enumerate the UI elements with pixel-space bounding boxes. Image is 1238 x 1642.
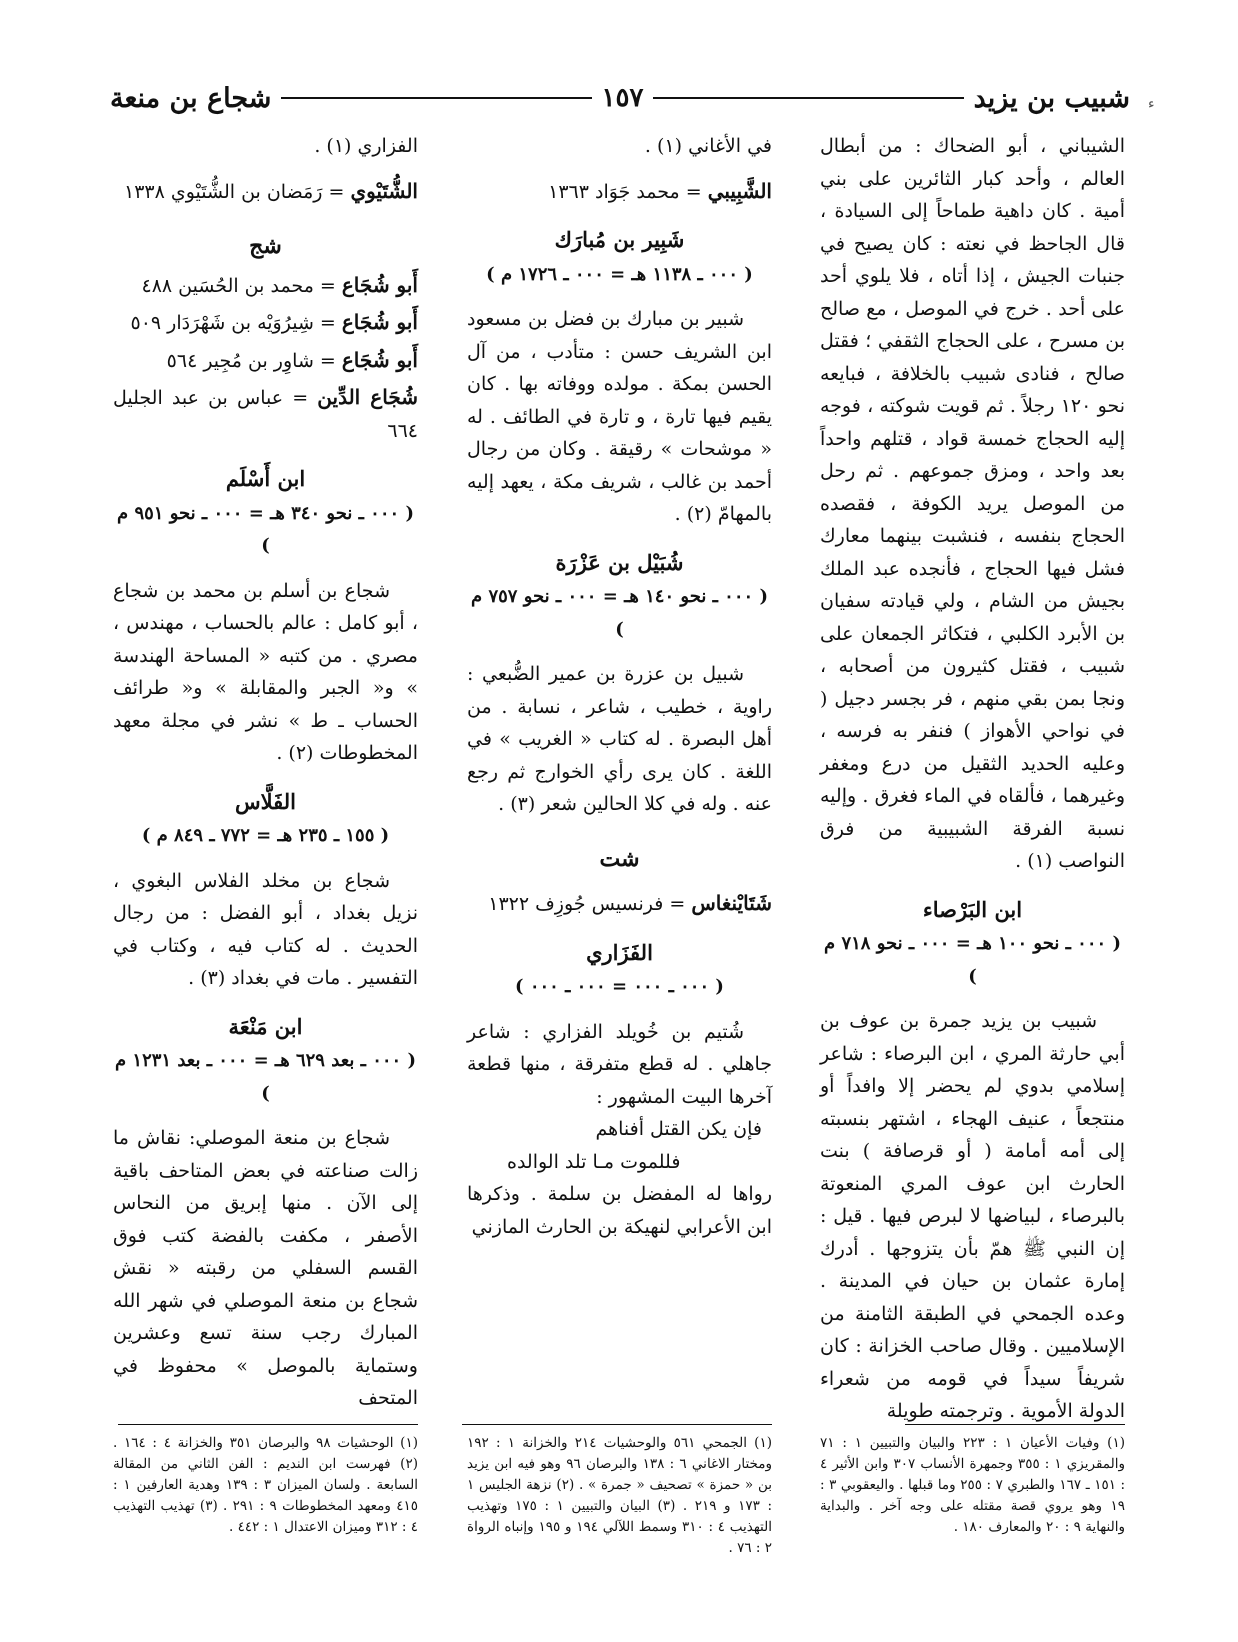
entry-text: شجاع بن أسلم بن محمد بن شجاع ، أبو كامل : عالم بالحساب ، مهندس ، مصري . من كتبه « المساحة الهندسة » و« الجبر والمقابلة » و« طرائف الحساب ـ ط » نشر في مجلة معهد المخطوطات (٢) . — [113, 579, 418, 764]
footnote-rule — [905, 1424, 1125, 1425]
header-rule-left — [281, 97, 591, 99]
cross-reference-target: = محمد بن الحُسَين ٤٨٨ — [141, 274, 342, 297]
entry-title-shabir: شَبِير بن مُبارَك — [554, 227, 685, 252]
entry-title-alfallas: الفَلَّاس — [234, 788, 297, 814]
entry-text: شُتيم بن خُويلد الفزاري : شاعر جاهلي . له قطع متفرقة ، منها قطعة آخرها البيت المشهور : — [467, 1020, 772, 1108]
entry-dates: ( ٠٠٠ ـ ٠٠٠ = ٠٠٠ ـ ٠٠٠ ) — [515, 976, 724, 997]
cross-reference — [113, 175, 418, 209]
header-right-title: شبيب بن يزيد — [973, 82, 1130, 114]
section-heading: شت — [599, 845, 640, 872]
section-heading: شج — [249, 233, 282, 259]
cross-reference-target: = شِيرُوَيْه بن شَهْرَدَار ٥٠٩ — [130, 312, 342, 334]
footnote-text: (١) وفيات الأعيان ١ : ٢٢٣ والبيان والتبيين ١ : ٧١ والمقريزي ١ : ٣٥٥ وجمهرة الأنساب ٣٠٧ وابن الأثير ٤ : ١٥١ ـ ١٦٧ والطبري ٧ : ٢٥٥ وما قبلها . واليعقوبي ٣ : ١٩ وهو يروي قصة مقتله على وجه آخر . والبداية والنهاية ٩ : ٢٠ والمعارف ١٨٠ . — [820, 1435, 1126, 1535]
verse-line-1: فإن يكن القتل أفناهم — [595, 1118, 762, 1140]
cross-reference-head: شُجَاع الدِّين — [317, 385, 418, 409]
footnote-text: (١) الوحشيات ٩٨ والبرصان ٣٥١ والخزانة ٤ : ١٦٤ . (٢) فهرست ابن النديم : الفن الثاني من المقالة السابعة . ولسان الميزان ٣ : ١٣٩ وهدية العارفين ١ : ٤١٥ ومعهد المخطوطات ٩ : ٢٩١ . (٣) تهذيب التهذيب ٤ : ٣١٢ وميزان الاعتدال ١ : ٤٤٢ . — [113, 1435, 418, 1535]
margin-mark: ء — [1148, 96, 1155, 112]
entry-title-ibn-albarsa: ابن البَرْصاء — [922, 896, 1023, 922]
entry-title-shubayl: شُبَيْل بن عَزْرَة — [555, 549, 684, 575]
entry-dates: ( ٠٠٠ ـ نحو ١٤٠ هـ = ٠٠٠ ـ نحو ٧٥٧ م ) — [471, 586, 768, 640]
cross-reference — [113, 344, 418, 378]
entry-text: شبيل بن عزرة بن عمير الضُّبعي : راوية ، خطيب ، شاعر ، نسابة . من أهل البصرة . له كتاب « الغريب » في اللغة . كان يرى رأي الخوارج ثم رجع عنه . وله في كلا الحالين شعر (٣) . — [467, 663, 772, 815]
entry-text: شبير بن مبارك بن فضل بن مسعود ابن الشريف حسن : متأدب ، من آل الحسن بمكة . مولده ووفاته بها . كان يقيم فيها تارة ، و تارة في الطائف . له « موشحات » رقيقة . وكان من رجال أحمد بن غالب ، شريف مكة ، يعهد إليه بالمهامّ (٢) . — [467, 308, 772, 525]
header-left-title: شجاع بن منعة — [110, 82, 272, 114]
continued-entry-text: في الأغاني (١) . — [644, 135, 772, 157]
cross-reference-head: أَبو شُجَاع — [341, 347, 418, 372]
entry-dates: ( ٠٠٠ ـ نحو ٣٤٠ هـ = ٠٠٠ ـ نحو ٩٥١ م ) — [117, 502, 414, 556]
entry-dates: ( ١٥٥ ـ ٢٣٥ هـ = ٧٧٢ ـ ٨٤٩ م ) — [141, 825, 390, 846]
column-left — [113, 130, 418, 1590]
cross-reference-target: = فرنسيس جُوزِف ١٣٢٢ — [488, 893, 692, 915]
verse-line-2: فللموت مـا تلد الوالده — [507, 1150, 681, 1173]
entry-dates: ( ٠٠٠ ـ ١١٣٨ هـ = ٠٠٠ ـ ١٧٢٦ م ) — [486, 263, 753, 285]
footnote-rule — [462, 1424, 772, 1425]
entry-text: شجاع بن منعة الموصلي: نقاش ما زالت صناعته في بعض المتاحف باقية إلى الآن . منها إبريق من النحاس الأصفر ، مكفت بالفضة كتب فوق القسم السفلي من رقبته « نقش شجاع بن منعة الموصلي في شهر الله المبارك رجب سنة تسع وعشرين وستماية بالموصل » محفوظ في المتحف — [113, 1127, 418, 1409]
cross-reference-target: = رَمَضان بن الشُّتَيْوي ١٣٣٨ — [123, 180, 351, 203]
cross-reference — [467, 887, 772, 921]
cross-reference — [113, 306, 418, 340]
continued-entry-text: الفزاري (١) . — [314, 135, 418, 157]
page-number: ١٥٧ — [601, 83, 644, 113]
entry-title-ibn-manaa: ابن مَنْعَة — [228, 1013, 303, 1039]
cross-reference-head: أَبو شُجَاع — [341, 310, 418, 334]
entry-title-ibn-aslam: ابن أَسْلَم — [225, 466, 306, 491]
entry-text: شجاع بن مخلد الفلاس البغوي ، نزيل بغداد ، أبو الفضل : من رجال الحديث . له كتاب فيه ، وكتاب في التفسير . مات في بغداد (٣) . — [113, 869, 418, 989]
continued-entry-text: الشيباني ، أبو الضحاك : من أبطال العالم ، وأحد كبار الثائرين على بني أمية . كان داهية طماحاً إلى السيادة ، قال الجاحظ في نعته : كان يصيح في جنبات الجيش ، إذا أتاه ، فلا يلوي أحد على أحد . خرج في الموصل ، مع صالح بن مسرح ، على الحجاج الثقفي ؛ فقتل صالح ، فنادى شبيب بالخلافة ، فبايعه نحو ١٢٠ رجلاً . ثم قويت شوكته ، فوجه إليه الحجاج خمسة قواد ، قتلهم واحداً بعد واحد ، ومزق جموعهم . ثم رحل من الموصل يريد الكوفة ، فقصده الحجاج بنفسه ، فنشبت بينهما معارك فشل فيها الحجاج ، فأنجده عبد الملك بجيش من الشام ، ولي قيادته سفيان بن الأبرد الكلبي ، فتكاثر الجمعان على شبيب ، فقتل كثيرون من أصحابه ، ونجا بمن بقي منهم ، فر بجسر دجيل ( في نواحي الأهواز ) فنفر به فرسه ، وعليه الحديد الثقيل من درع ومغفر وغيرهما ، فألقاه في الماء فغرق . وإليه نسبة الفرقة الشبيبية من فرق النواصب (١) . — [820, 135, 1125, 872]
cross-reference-head: شَتَايْنغاس — [691, 891, 772, 915]
footnotes-middle — [467, 1424, 772, 1559]
footnotes-right — [820, 1424, 1125, 1538]
cross-reference — [113, 269, 418, 303]
header-rule-right — [653, 97, 963, 99]
cross-reference-target: = محمد جَوَاد ١٣٦٣ — [548, 180, 708, 203]
footnotes-left — [113, 1424, 418, 1538]
cross-reference — [113, 381, 418, 447]
cross-reference-head: أَبو شُجَاع — [341, 272, 418, 297]
entry-title-alfazari: الفَزَاري — [586, 939, 653, 965]
entry-dates: ( ٠٠٠ ـ نحو ١٠٠ هـ = ٠٠٠ ـ نحو ٧١٨ م ) — [824, 933, 1121, 987]
entry-dates: ( ٠٠٠ ـ بعد ٦٢٩ هـ = ٠٠٠ ـ بعد ١٢٣١ م ) — [114, 1050, 417, 1104]
column-right — [820, 130, 1125, 1590]
entry-text-continued: رواها له المفضل بن سلمة . وذكرها ابن الأعرابي لنهيكة بن الحارث المازني — [467, 1183, 772, 1238]
cross-reference-target: = عباس بن عبد الجليل ٦٦٤ — [113, 387, 418, 442]
cross-reference-head: الشُّتَيْوي — [350, 178, 418, 203]
running-header — [110, 78, 1130, 118]
entry-text: شبيب بن يزيد جمرة بن عوف بن أبي حارثة المري ، ابن البرصاء : شاعر إسلامي بدوي لم يحضر إلا وافداً أو منتجعاً ، عنيف الهجاء ، اشتهر بنسبته إلى أمه أمامة ( أو قرصافة ) بنت الحارث ابن عوف المري المنعوتة بالبرصاء ، لبياضها لا لبرص فيها . قيل : إن النبي ﷺ همّ بأن يتزوجها . أدرك إمارة عثمان بن حيان في المدينة . وعده الجمحي في الطبقة الثامنة من الإسلاميين . وقال صاحب الخزانة : كان شريفاً سيداً في قومه من شعراء الدولة الأموية . وترجمته طويلة — [820, 1010, 1125, 1422]
column-middle — [467, 130, 772, 1590]
cross-reference-head: الشَّبِيبي — [707, 178, 772, 203]
cross-reference — [467, 175, 772, 209]
footnote-text: (١) الجمحي ٥٦١ والوحشيات ٢١٤ والخزانة ١ : ١٩٢ ومختار الاغاني ٦ : ١٣٨ والبرصان ٩٦ وهو فيه ابن يزيد بن « حمزة » تصحيف « جمرة » . (٢) نزهة الجليس ١ : ١٧٣ و ٢١٩ . (٣) البيان والتبيين ١ : ١٧٥ وتهذيب التهذيب ٤ : ٣١٠ وسمط اللآلي ١٩٤ و ١٩٥ وإنباه الرواة ٢ : ٧٦ . — [467, 1435, 773, 1556]
cross-reference-target: = شاوِر بن مُجِير ٥٦٤ — [166, 349, 342, 372]
footnote-rule — [118, 1424, 418, 1425]
